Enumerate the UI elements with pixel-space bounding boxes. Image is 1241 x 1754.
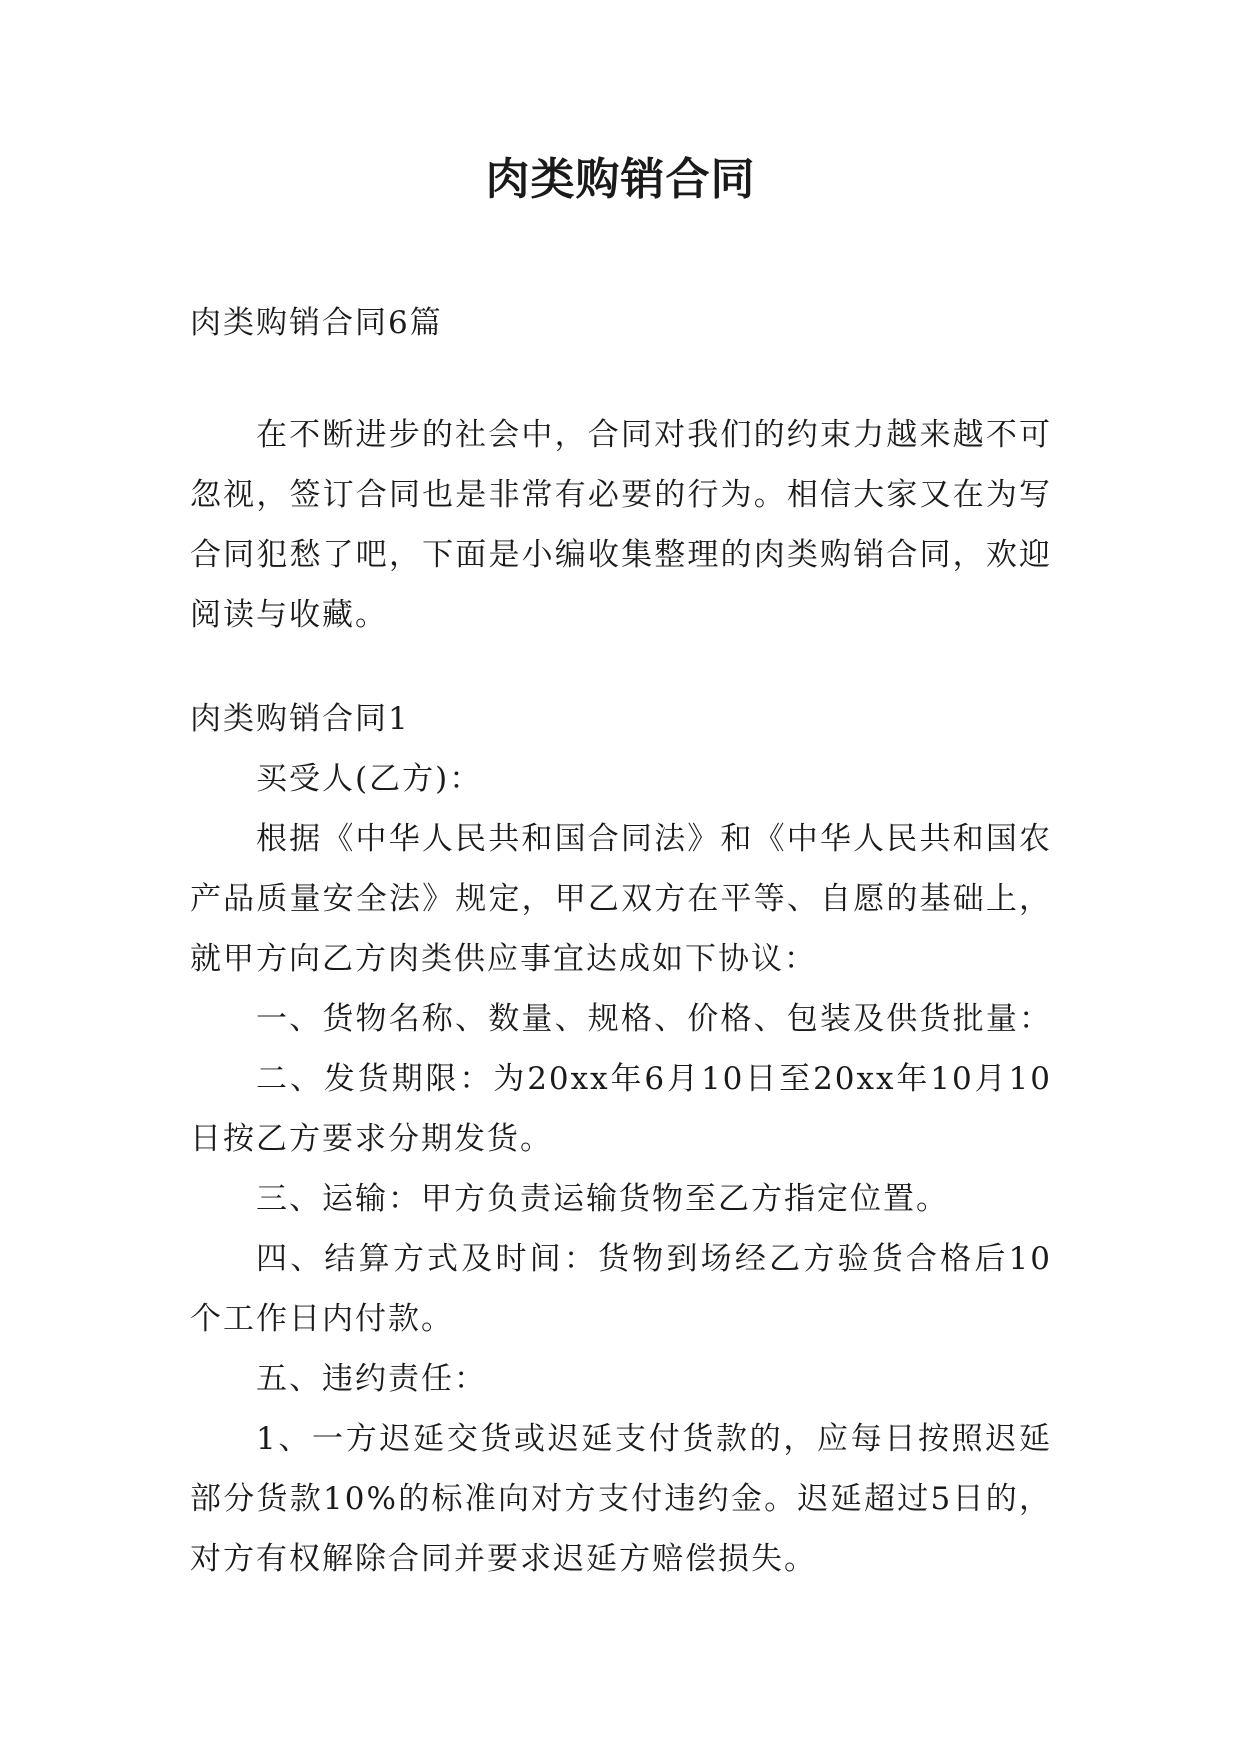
basis-line: 根据《中华人民共和国合同法》和《中华人民共和国农 [256, 821, 1052, 857]
document-subtitle: 肉类购销合同6篇 [190, 305, 443, 341]
basis-line: 就甲方向乙方肉类供应事宜达成如下协议： [190, 941, 817, 977]
document-title: 肉类购销合同 [485, 154, 756, 205]
intro-paragraph [190, 405, 1052, 645]
clause-goods: 一、货物名称、数量、规格、价格、包装及供货批量： [256, 1001, 1052, 1037]
clause-line: 四、结算方式及时间：货物到场经乙方验货合格后10 [256, 1241, 1052, 1277]
clause-line: 对方有权解除合同并要求迟延方赔偿损失。 [190, 1541, 817, 1577]
basis-paragraph [190, 809, 1052, 989]
clause-liability: 五、违约责任： [256, 1361, 487, 1397]
basis-line: 产品质量安全法》规定，甲乙双方在平等、自愿的基础上， [190, 881, 1052, 917]
clause-transport: 三、运输：甲方负责运输货物至乙方指定位置。 [256, 1181, 949, 1217]
intro-line: 忽视，签订合同也是非常有必要的行为。相信大家又在为写 [190, 477, 1052, 513]
clause-line: 部分货款10%的标准向对方支付违约金。迟延超过5日的， [190, 1481, 1052, 1517]
clause-delivery [190, 1049, 1052, 1169]
clause-line: 个工作日内付款。 [190, 1301, 454, 1337]
clause-line: 二、发货期限：为20xx年6月10日至20xx年10月10 [256, 1061, 1052, 1097]
clause-line: 日按乙方要求分期发货。 [190, 1121, 553, 1157]
buyer-line: 买受人(乙方)： [256, 761, 483, 797]
document-body [190, 293, 1052, 1589]
intro-line: 阅读与收藏。 [190, 597, 388, 633]
intro-line: 合同犯愁了吧，下面是小编收集整理的肉类购销合同，欢迎 [190, 537, 1052, 573]
clause-settlement [190, 1229, 1052, 1349]
clause-line: 1、一方迟延交货或迟延支付货款的，应每日按照迟延 [256, 1421, 1052, 1457]
intro-line: 在不断进步的社会中，合同对我们的约束力越来越不可 [256, 417, 1052, 453]
section-title: 肉类购销合同1 [190, 701, 410, 737]
clause-liability-item-1 [190, 1409, 1052, 1589]
